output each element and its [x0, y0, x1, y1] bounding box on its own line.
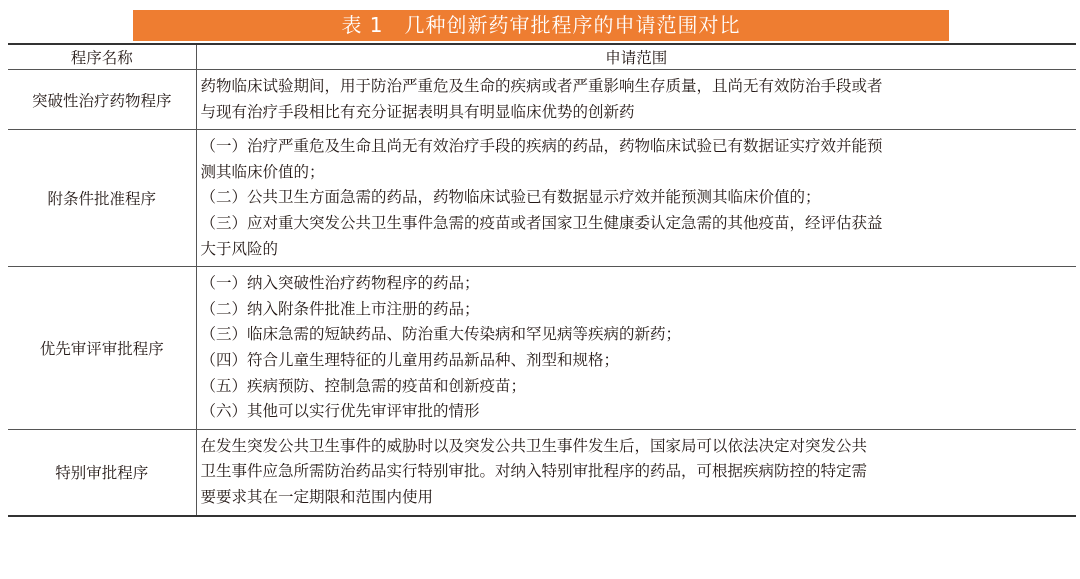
table-row — [8, 130, 1076, 267]
application-scope-cell — [196, 429, 1076, 515]
scope-text-line: 测其临床价值的； — [200, 162, 325, 181]
table-body — [8, 70, 1076, 516]
scope-text-line: （六）其他可以实行优先审评审批的情形 — [200, 402, 480, 421]
scope-text-line: （四）符合儿童生理特征的儿童用药品新品种、剂型和规格； — [200, 350, 620, 369]
program-name-cell: 特别审批程序 — [8, 429, 196, 515]
scope-text-line: 药物临床试验期间，用于防治严重危及生命的疾病或者严重影响生存质量，且尚无有效防治手段或者 — [200, 77, 883, 95]
table-row — [8, 267, 1076, 430]
table-row — [8, 70, 1076, 130]
scope-text-line: 卫生事件应急所需防治药品实行特别审批。对纳入特别审批程序的药品，可根据疾病防控的特定需 — [200, 462, 868, 481]
header-program-name: 程序名称 — [8, 44, 196, 70]
application-scope-cell — [196, 70, 1076, 130]
scope-text-line: 要要求其在一定期限和范围内使用 — [200, 487, 434, 506]
scope-text-line: 与现有治疗手段相比有充分证据表明具有明显临床优势的创新药 — [200, 102, 635, 121]
table-header-row — [8, 44, 1076, 70]
scope-text-line: （二）纳入附条件批准上市注册的药品； — [200, 299, 480, 318]
scope-text-line: （一）纳入突破性治疗药物程序的药品； — [200, 274, 480, 293]
scope-text-line: 在发生突发公共卫生事件的威胁时以及突发公共卫生事件发生后，国家局可以依法决定对突发公共 — [200, 436, 868, 455]
scope-text-line: （一）治疗严重危及生命且尚无有效治疗手段的疾病的药品，药物临床试验已有数据证实疗效并能预 — [200, 137, 883, 156]
program-name-cell: 优先审评审批程序 — [8, 267, 196, 430]
scope-text-line: （五）疾病预防、控制急需的疫苗和创新疫苗； — [200, 376, 527, 395]
table-title: 表 1 几种创新药审批程序的申请范围对比 — [133, 10, 949, 41]
scope-text-line: 大于风险的 — [200, 239, 279, 258]
application-scope-cell — [196, 130, 1076, 267]
scope-text-line: （三）应对重大突发公共卫生事件急需的疫苗或者国家卫生健康委认定急需的其他疫苗，经评估获益 — [200, 213, 883, 232]
program-name-cell: 附条件批准程序 — [8, 130, 196, 267]
table-row — [8, 429, 1076, 515]
scope-text-line: （二）公共卫生方面急需的药品，药物临床试验已有数据显示疗效并能预测其临床价值的； — [200, 188, 821, 207]
scope-text-line: （三）临床急需的短缺药品、防治重大传染病和罕见病等疾病的新药； — [200, 325, 682, 344]
header-application-scope: 申请范围 — [196, 44, 1076, 70]
application-scope-cell — [196, 267, 1076, 430]
program-name-cell: 突破性治疗药物程序 — [8, 70, 196, 130]
comparison-table — [8, 43, 1076, 517]
